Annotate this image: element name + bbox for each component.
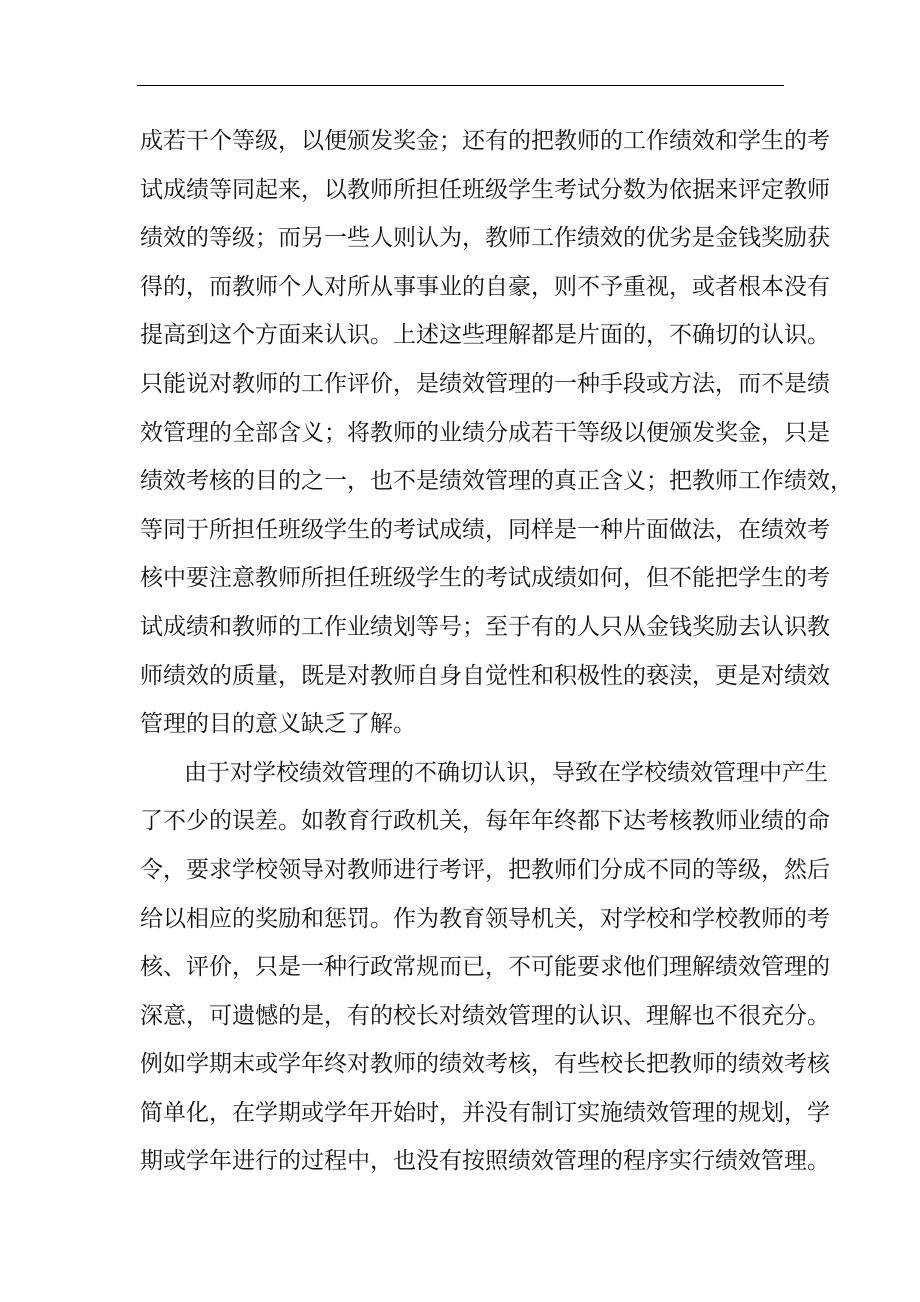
text-line: 得的，而教师个人对所从事事业的自豪，则不予重视，或者根本没有 xyxy=(140,273,830,300)
text-line: 提高到这个方面来认识。上述这些理解都是片面的，不确切的认识。 xyxy=(140,322,830,349)
text-line: 试成绩和教师的工作业绩划等号；至于有的人只从金钱奖励去认识教 xyxy=(140,613,830,640)
text-line: 管理的目的意义缺乏了解。 xyxy=(140,711,416,738)
body-text xyxy=(140,117,853,1186)
text-line: 给以相应的奖励和惩罚。作为教育领导机关，对学校和学校教师的考 xyxy=(140,905,830,932)
text-line: 例如学期末或学年终对教师的绩效考核，有些校长把教师的绩效考核 xyxy=(140,1051,830,1078)
header-rule xyxy=(137,85,784,86)
text-line: 只能说对教师的工作评价，是绩效管理的一种手段或方法，而不是绩 xyxy=(140,370,830,397)
text-line: 核中要注意教师所担任班级学生的考试成绩如何，但不能把学生的考 xyxy=(140,565,830,592)
text-line: 试成绩等同起来，以教师所担任班级学生考试分数为依据来评定教师 xyxy=(140,176,830,203)
text-line: 由于对学校绩效管理的不确切认识，导致在学校绩效管理中产生 xyxy=(184,759,828,786)
text-line: 效管理的全部含义；将教师的业绩分成若干等级以便颁发奖金，只是 xyxy=(140,419,830,446)
text-line: 简单化，在学期或学年开始时，并没有制订实施绩效管理的规划，学 xyxy=(140,1099,830,1126)
text-line: 深意，可遗憾的是，有的校长对绩效管理的认识、理解也不很充分。 xyxy=(140,1002,830,1029)
text-line: 令，要求学校领导对教师进行考评，把教师们分成不同的等级，然后 xyxy=(140,856,830,883)
text-line: 成若干个等级，以便颁发奖金；还有的把教师的工作绩效和学生的考 xyxy=(140,128,830,154)
text-line: 核、评价，只是一种行政常规而已，不可能要求他们理解绩效管理的 xyxy=(140,954,830,981)
text-line: 等同于所担任班级学生的考试成绩，同样是一种片面做法，在绩效考 xyxy=(140,516,830,543)
text-line: 期或学年进行的过程中，也没有按照绩效管理的程序实行绩效管理。 xyxy=(140,1148,830,1175)
text-line: 师绩效的质量，既是对教师自身自觉性和积极性的亵渎，更是对绩效 xyxy=(140,662,830,689)
text-line: 绩效的等级；而另一些人则认为，教师工作绩效的优劣是金钱奖励获 xyxy=(140,225,830,252)
text-line: 绩效考核的目的之一，也不是绩效管理的真正含义；把教师工作绩效， xyxy=(140,468,853,495)
text-line: 了不少的误差。如教育行政机关，每年年终都下达考核教师业绩的命 xyxy=(140,808,830,835)
